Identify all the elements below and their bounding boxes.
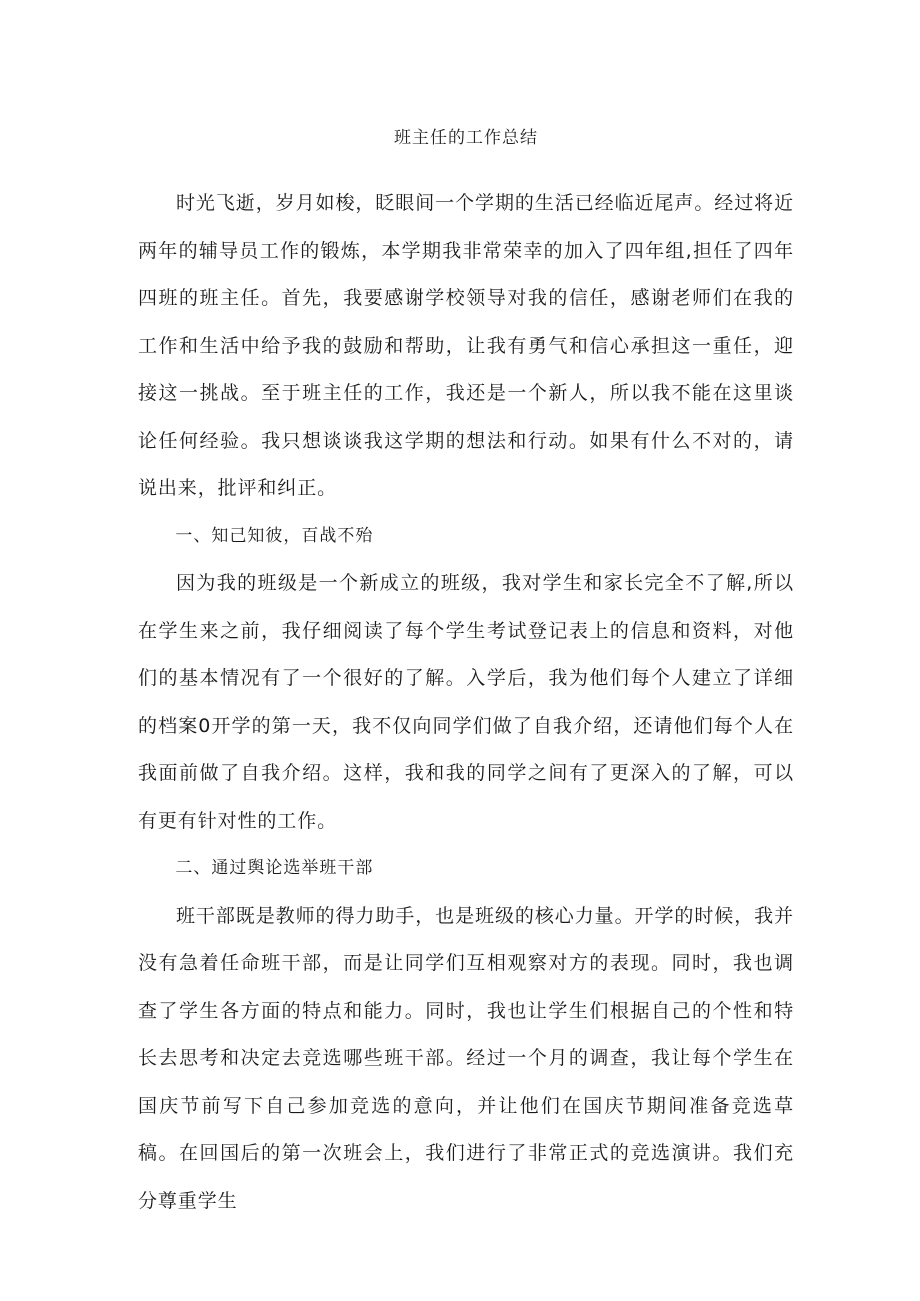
document-title: 班主任的工作总结 — [394, 128, 538, 148]
section-heading-2: 二、通过舆论选举班干部 — [175, 858, 374, 878]
paragraph-section-1: 因为我的班级是一个新成立的班级，我对学生和家长完全不了解,所以在学生来之前，我仔细阅读了每个学生考试登记表上的信息和资料，对他们的基本情况有了一个很好的了解。入学后，我为他们每个人建立了详细的档案0开学的第一天，我不仅向同学们做了自我介绍，还请他们每个人在我面前做了自我介绍。这样，我和我的同学之间有了更深入的了解，可以有更有针对性的工作。 — [138, 572, 794, 832]
section-heading-1: 一、知己知彼，百战不殆 — [175, 525, 374, 546]
document-body — [138, 120, 794, 1225]
paragraph-intro: 时光飞逝，岁月如梭，眨眼间一个学期的生活已经临近尾声。经过将近两年的辅导员工作的锻炼，本学期我非常荣幸的加入了四年组,担任了四年四班的班主任。首先，我要感谢学校领导对我的信任，感谢老师们在我的工作和生活中给予我的鼓励和帮助，让我有勇气和信心承担这一重任，迎接这一挑战。至于班主任的工作，我还是一个新人，所以我不能在这里谈论任何经验。我只想谈谈我这学期的想法和行动。如果有什么不对的，请说出来，批评和纠正。 — [138, 192, 794, 499]
paragraph-section-2: 班干部既是教师的得力助手，也是班级的核心力量。开学的时候，我并没有急着任命班干部，而是让同学们互相观察对方的表现。同时，我也调查了学生各方面的特点和能力。同时，我也让学生们根据自己的个性和特长去思考和决定去竞选哪些班干部。经过一个月的调查，我让每个学生在国庆节前写下自己参加竞选的意向，并让他们在国庆节期间准备竞选草稿。在回国后的第一次班会上，我们进行了非常正式的竞选演讲。我们充分尊重学生 — [138, 904, 794, 1212]
